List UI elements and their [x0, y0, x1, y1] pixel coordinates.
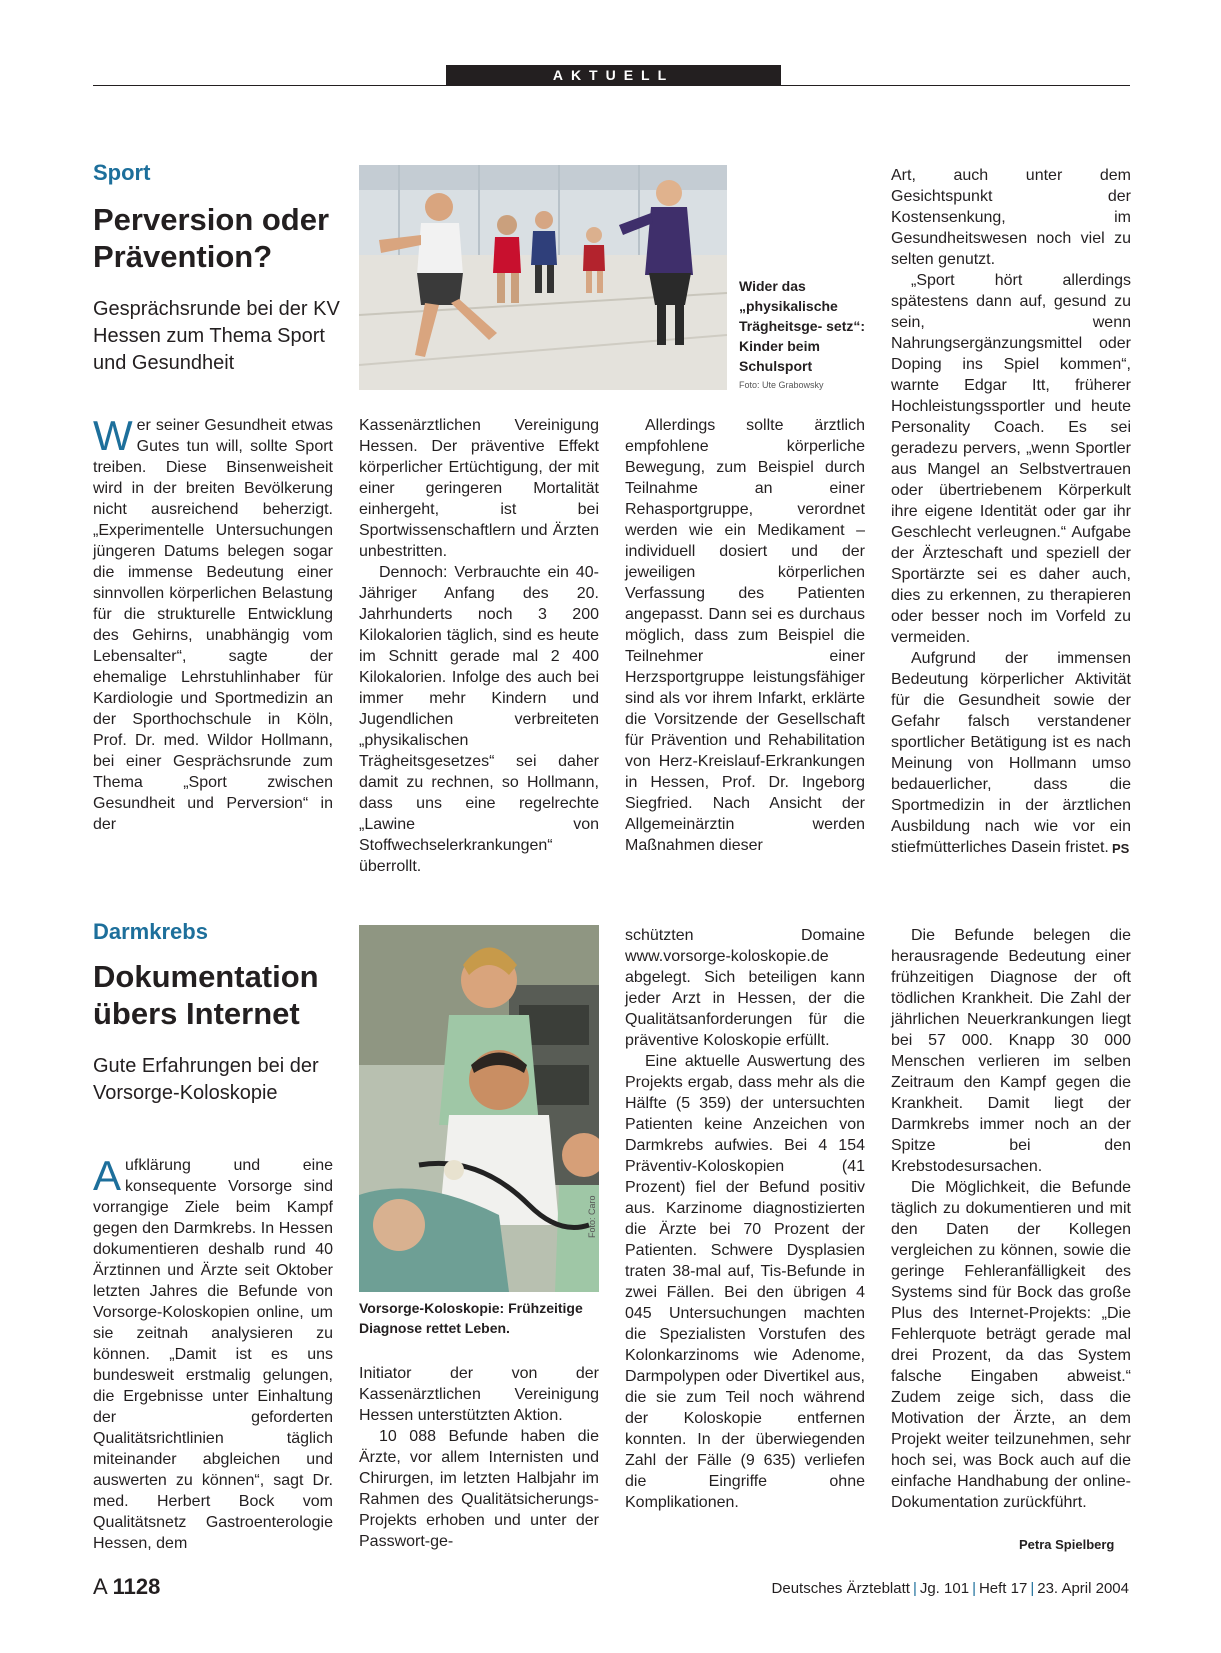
article1-col4-p3: Aufgrund der immensen Bedeutung körperlicher Aktivität für die Gesundheit sowie der Gefahr falsch verstandener sportlicher Betätigung ist es nach Meinung von Hollmann umso bedauerlicher, dass die Sportmedizin in der ärztlichen Ausbildung nach wie vor ein stiefmütterliches Dasein fristet. — [891, 650, 1131, 856]
article2-column-2 — [359, 1363, 599, 1552]
article1-col2-p1: Kassenärztlichen Vereinigung Hessen. Der präventive Effekt körperlicher Ertüchtigung, der mit einer geringeren Mortalität einhergeht, ist bei Sportwissenschaftlern und Ärzten unbestritten. — [359, 417, 599, 560]
article2-photo-credit: Foto: Caro — [587, 1195, 597, 1238]
article2-signature: Petra Spielberg — [1019, 1537, 1115, 1552]
doctors-endoscopy-image — [359, 925, 599, 1292]
article2-col2-p2: 10 088 Befunde haben die Ärzte, vor allem Internisten und Chirurgen, im letzten Halbjahr im Rahmen des Qualitätsicherungs-Projekts erhoben und unter der Passwort-ge- — [359, 1428, 599, 1550]
article2-col4-p2: Die Möglichkeit, die Befunde täglich zu dokumentieren und mit den Daten der Kollegen vergleichen zu können, sowie die geringe Fehleranfälligkeit des Systems sind für Bock das große Plus des Internet-Projekts: „Die Fehlerquote beträgt gerade mal drei Prozent, da das System falsche Eingaben abweist.“ Zudem zeige sich, dass die Motivation der Ärzte, an dem Projekt weiter teilzunehmen, sehr hoch sei, was Bock auch auf die einfache Handhabung der online-Dokumentation zurückführt. — [891, 1179, 1131, 1511]
article2-col3-p2: Eine aktuelle Auswertung des Projekts ergab, dass mehr als die Hälfte (5 359) der untersuchten Patienten keine Anzeichen von Darmkrebs aufwies. Bei 4 154 Präventiv-Koloskopien (41 Prozent) fiel der Befund positiv aus. Karzinome diagnostizierten die Ärzte bei 70 Prozent der Patienten. Schwere Dysplasien traten 38-mal auf, Tis-Befunde in zwei Fällen. Bei den übrigen 4 045 Untersuchungen machten die Spezialisten Vorstufen des Kolonkarzinoms wie Adenome, Darmpolypen oder Divertikel aus, die sie zum Teil noch während der Koloskopie entfernen konnten. In der überwiegenden Zahl der Fälle (9 635) verliefen die Eingriffe ohne Komplikationen. — [625, 1053, 865, 1511]
journal-issue: Heft 17 — [978, 1580, 1028, 1597]
article1-caption: Wider das „physikalische Trägheitsge- setz“: Kinder beim Schulsport — [739, 278, 866, 374]
article1-signature: PS — [1112, 841, 1130, 856]
article2-col3-p1: schützten Domaine www.vorsorge-koloskopie.de abgelegt. Sich beteiligen kann jeder Arzt in Hessen, der die Qualitätsanforderungen für die präventive Koloskopie erfüllt. — [625, 927, 865, 1049]
colonoscopy-photo — [359, 925, 599, 1292]
journal-volume: Jg. 101 — [919, 1580, 970, 1597]
footer-separator: | — [972, 1580, 976, 1597]
article1-column-2 — [359, 415, 599, 877]
section-label: AKTUELL — [446, 65, 781, 86]
page-number-value: 1128 — [112, 1574, 161, 1599]
article2-col2-p1: Initiator der von der Kassenärztlichen Vereinigung Hessen unterstützten Aktion. — [359, 1365, 599, 1424]
article1-column-4 — [891, 165, 1131, 858]
journal-date: 23. April 2004 — [1037, 1580, 1129, 1597]
article2-standfirst: Gute Erfahrungen bei der Vorsorge-Koloskopie — [93, 1055, 319, 1104]
article2-column-3 — [625, 925, 865, 1513]
article1-col1-text: er seiner Gesundheit etwas Gutes tun will, sollte Sport treiben. Diese Binsenweisheit wird in der breiten Bevölkerung nicht ausreichend beherzigt. „Experimentelle Untersuchungen jüngeren Datums belegen sogar die immense Bedeutung einer sinnvollen körperlichen Belastung für die strukturelle Entwicklung des Gehirns, unabhängig vom Lebensalter“, sagte der ehemalige Lehrstuhlinhaber für Kardiologie und Sportmedizin an der Sporthochschule in Köln, Prof. Dr. med. Wildor Hollmann, bei einer Gesprächsrunde zum Thema „Sport zwischen Gesundheit und Perversion“ in der — [93, 417, 333, 833]
journal-name: Deutsches Ärzteblatt — [771, 1580, 910, 1597]
article1-col4-p2: „Sport hört allerdings spätestens dann auf, gesund zu sein, wenn Nahrungsergänzungsmittel oder Doping ins Spiel kommen“, warnte Edgar Itt, früherer Hochleistungssportler und heute Personality Coach. Es sei geradezu pervers, „wenn Sportler aus Mangel an Selbstvertrauen oder übertriebenem Körperkult ihre eigene Identität oder gar ihr Geschlecht verleugnen.“ Aufgabe der Ärzteschaft und speziell der Sportärzte sei es daher auch, dies zu erkennen, zu therapieren oder besser noch im Vorfeld zu vermeiden. — [891, 272, 1131, 646]
article1-standfirst: Gesprächsrunde bei der KV Hessen zum Thema Sport und Gesundheit — [93, 298, 340, 374]
article1-dropcap: W — [93, 412, 133, 459]
article1-col4-p1: Art, auch unter dem Gesichtspunkt der Kostensenkung, im Gesundheitswesen noch viel zu selten genutzt. — [891, 167, 1131, 268]
article2-column-1 — [93, 1152, 333, 1554]
article2-headline: Dokumentation übers Internet — [93, 959, 319, 1031]
article2-column-4 — [891, 925, 1131, 1513]
footer-citation — [772, 1580, 1129, 1597]
sports-photo — [359, 165, 727, 390]
article1-photo-credit: Foto: Ute Grabowsky — [739, 380, 824, 390]
article1-column-3 — [625, 415, 865, 856]
article2-col4-p1: Die Befunde belegen die herausragende Bedeutung einer frühzeitigen Diagnose der oft tödlichen Krankheit. Die Zahl der jährlichen Neuerkrankungen liegt bei 57 000. Knapp 30 000 Menschen verlieren im selben Zeitraum den Kampf gegen die Krankheit. Damit liegt der Darmkrebs immer noch an der Spitze bei den Krebstodesursachen. — [891, 927, 1131, 1175]
article1-col3-text: Allerdings sollte ärztlich empfohlene körperliche Bewegung, zum Beispiel durch Teilnahme an einer Rehasportgruppe, verordnet werden wie ein Medikament – individuell dosiert und der jeweiligen körperlichen Verfassung des Patienten angepasst. Dann sei es durchaus möglich, dass zum Beispiel die Teilnehmer einer Herzsportgruppe leistungsfähiger sind als vor ihrem Infarkt, erklärte die Vorsitzende der Gesellschaft für Prävention und Rehabilitation von Herz-Kreislauf-Erkrankungen in Hessen, Prof. Dr. Ingeborg Siegfried. Nach Ansicht der Allgemeinärztin werden Maßnahmen dieser — [625, 417, 865, 854]
schoolchildren-running-image — [359, 165, 727, 390]
article2-col1-text: ufklärung und eine konsequente Vorsorge sind vorrangige Ziele beim Kampf gegen den Darmkrebs. In Hessen dokumentieren deshalb rund 40 Ärztinnen und Ärzte seit Oktober letzten Jahres die Befunde von Vorsorge-Koloskopien online, um sie zeitnah analysieren zu können. „Damit ist es uns bundesweit erstmalig gelungen, die Ergebnisse unter Einhaltung der geforderten Qualitätsrichtlinien täglich miteinander abgleichen und auswerten zu können“, sagt Dr. med. Herbert Bock vom Qualitätsnetz Gastroenterologie Hessen, dem — [93, 1157, 333, 1552]
page-prefix: A — [93, 1574, 107, 1599]
article1-col2-p2: Dennoch: Verbrauchte ein 40-Jähriger Anfang des 20. Jahrhunderts noch 3 200 Kilokalorien täglich, sind es heute im Schnitt gerade mal 2 400 Kilokalorien. Infolge des auch bei immer mehr Kindern und Jugendlichen verbreiteten „physikalischen Trägheitsgesetzes“ sei daher damit zu rechnen, so Hollmann, dass uns eine regelrechte „Lawine von Stoffwechselerkrankungen“ überrollt. — [359, 564, 599, 875]
article2-dropcap: A — [93, 1152, 122, 1199]
article1-column-1 — [93, 412, 333, 835]
footer-separator: | — [912, 1580, 917, 1597]
article2-caption: Vorsorge-Koloskopie: Frühzeitige Diagnose rettet Leben. — [359, 1300, 583, 1336]
page-number — [93, 1574, 160, 1600]
article1-headline: Perversion oder Prävention? — [93, 202, 330, 274]
footer-separator: | — [1030, 1580, 1035, 1597]
article2-kicker: Darmkrebs — [93, 919, 208, 944]
article1-kicker: Sport — [93, 160, 151, 185]
